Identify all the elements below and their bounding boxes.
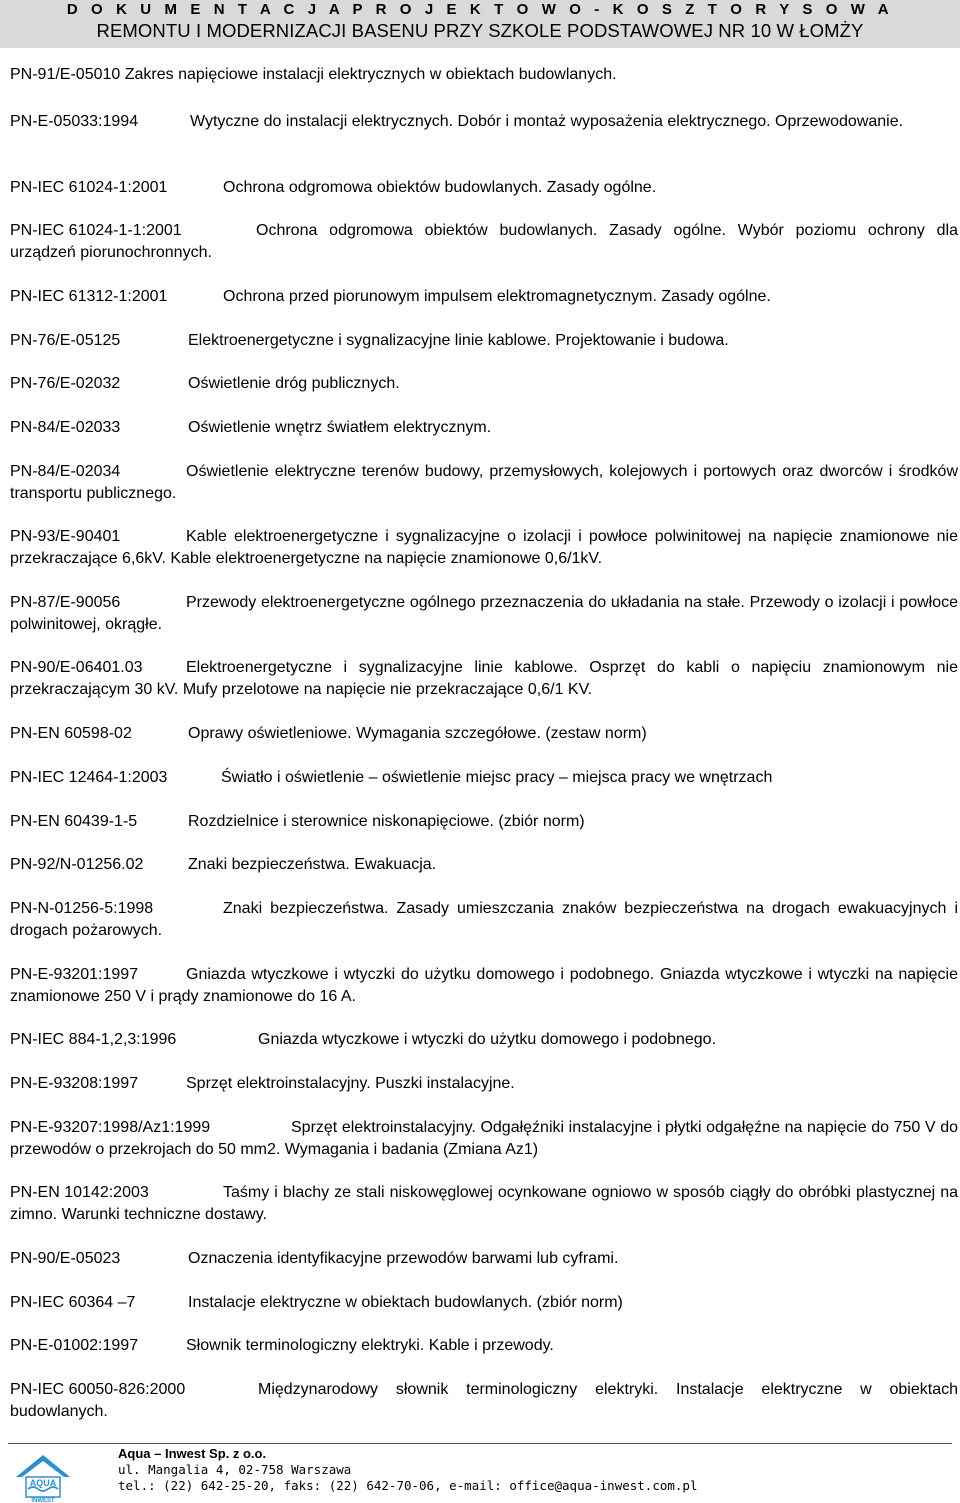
list-item: [10, 1248, 958, 1270]
standard-code: PN-E-01002:1997: [10, 1337, 139, 1354]
standard-code: PN-EN 10142:2003: [10, 1184, 149, 1201]
standard-title: Oświetlenie dróg publicznych.: [188, 375, 400, 392]
company-info: [118, 1446, 697, 1494]
standard-title: Oznaczenia identyfikacyjne przewodów barwami lub cyframi.: [188, 1250, 619, 1267]
list-item: [10, 1379, 958, 1423]
company-address: ul. Mangalia 4, 02-758 Warszawa: [118, 1462, 352, 1477]
header-doc-type: D O K U M E N T A C J A P R O J E K T O W O - K O S Z T O R Y S O W A: [66, 1, 894, 18]
list-item: [10, 767, 958, 789]
standard-title: Słownik terminologiczny elektryki. Kable i przewody.: [186, 1337, 554, 1354]
standard-code: PN-EN 60598-02: [10, 725, 132, 742]
standard-title: Kable elektroenergetyczne i sygnalizacyjne o izolacji i powłoce polwinitowej na napięcie znamionowe nie przekraczające 6,6kV. Kable elektroenergetyczne na napięcie znamionowe 0,6/1kV.: [10, 528, 958, 567]
list-item: [10, 461, 958, 505]
standard-code: PN-84/E-02034: [10, 463, 121, 480]
standard-title: Przewody elektroenergetyczne ogólnego przeznaczenia do układania na stałe. Przewody o izolacji i powłoce polwinitowej, okrągłe.: [10, 594, 958, 633]
standard-code: PN-IEC 60364 –7: [10, 1294, 136, 1311]
standard-code: PN-N-01256-5:1998: [10, 900, 154, 917]
list-item: [10, 1335, 958, 1357]
list-item: [10, 657, 958, 701]
list-item: [10, 1117, 958, 1161]
list-item: [10, 1029, 958, 1051]
aqua-inwest-logo-icon: [14, 1453, 72, 1503]
list-item: [10, 286, 958, 308]
standard-code: PN-92/N-01256.02: [10, 856, 144, 873]
standard-title: Wytyczne do instalacji elektrycznych. Dobór i montaż wyposażenia elektrycznego. Oprzewodowanie.: [190, 113, 904, 130]
list-item: [10, 373, 958, 395]
standard-title: Gniazda wtyczkowe i wtyczki do użytku domowego i podobnego. Gniazda wtyczkowe i wtyczki na napięcie znamionowe 250 V i prądy znamionowe do 16 A.: [10, 966, 958, 1005]
standard-title: Sprzęt elektroinstalacyjny. Odgałęźniki instalacyjne i płytki odgałęźne na napięcie do 750 V do przewodów o przekrojach do 50 mm2. Wymagania i badania (Zmiana Az1): [10, 1119, 958, 1158]
list-item: [10, 177, 958, 199]
list-item: [10, 111, 958, 133]
list-item: [10, 220, 958, 264]
standard-title: Elektroenergetyczne i sygnalizacyjne linie kablowe. Projektowanie i budowa.: [188, 332, 729, 349]
standard-code: PN-76/E-02032: [10, 375, 121, 392]
header-project-title: REMONTU I MODERNIZACJI BASENU PRZY SZKOLE PODSTAWOWEJ NR 10 W ŁOMŻY: [96, 20, 864, 41]
standard-code: PN-E-93207:1998/Az1:1999: [10, 1119, 211, 1136]
standard-title: Znaki bezpieczeństwa. Zasady umieszczania znaków bezpieczeństwa na drogach ewakuacyjnych i drogach pożarowych.: [10, 900, 958, 939]
standard-title: Elektroenergetyczne i sygnalizacyjne linie kablowe. Osprzęt do kabli o napięciu znamionowym nie przekraczającym 30 kV. Mufy przelotowe na napięcie nie przekraczające 0,6/1 KV.: [10, 659, 958, 698]
standard-code: PN-E-05033:1994: [10, 113, 139, 130]
list-item: [10, 723, 958, 745]
list-item: [10, 64, 958, 86]
standard-code: PN-93/E-90401: [10, 528, 121, 545]
standard-title: Sprzęt elektroinstalacyjny. Puszki instalacyjne.: [186, 1075, 515, 1092]
standard-title: Zakres napięciowe instalacji elektrycznych w obiektach budowlanych.: [124, 66, 617, 83]
standard-code: PN-IEC 884-1,2,3:1996: [10, 1031, 177, 1048]
standard-title: Oświetlenie wnętrz światłem elektrycznym.: [188, 419, 492, 436]
standard-title: Oświetlenie elektryczne terenów budowy, przemysłowych, kolejowych i portowych oraz dworców i środków transportu publicznego.: [10, 463, 958, 502]
standard-code: PN-76/E-05125: [10, 332, 121, 349]
list-item: [10, 592, 958, 636]
list-item: [10, 417, 958, 439]
footer-divider: [8, 1443, 952, 1444]
standard-title: Ochrona przed piorunowym impulsem elektromagnetycznym. Zasady ogólne.: [223, 288, 771, 305]
list-item: [10, 898, 958, 942]
standard-code: PN-IEC 60050-826:2000: [10, 1381, 186, 1398]
standard-code: PN-84/E-02033: [10, 419, 121, 436]
standard-title: Ochrona odgromowa obiektów budowlanych. Zasady ogólne.: [223, 179, 657, 196]
standard-code: PN-90/E-05023: [10, 1250, 121, 1267]
standard-title: Instalacje elektryczne w obiektach budowlanych. (zbiór norm): [188, 1294, 623, 1311]
list-item: [10, 330, 958, 352]
svg-text:INWEST: INWEST: [31, 1498, 55, 1503]
document-header: [0, 0, 960, 48]
standard-code: PN-EN 60439-1-5: [10, 813, 138, 830]
svg-text:AQUA: AQUA: [29, 1478, 57, 1488]
standard-code: PN-90/E-06401.03: [10, 659, 143, 676]
company-contact: tel.: (22) 642-25-20, faks: (22) 642-70-06, e-mail: office@aqua-inwest.com.pl: [118, 1478, 698, 1493]
company-name: Aqua – Inwest Sp. z o.o.: [118, 1446, 267, 1461]
standard-code: PN-IEC 12464-1:2003: [10, 769, 168, 786]
list-item: [10, 1182, 958, 1226]
list-item: [10, 854, 958, 876]
standard-code: PN-E-93208:1997: [10, 1075, 139, 1092]
standard-title: Znaki bezpieczeństwa. Ewakuacja.: [188, 856, 437, 873]
standard-code: PN-91/E-05010: [10, 66, 121, 83]
standard-title: Międzynarodowy słownik terminologiczny elektryki. Instalacje elektryczne w obiektach budowlanych.: [10, 1381, 958, 1420]
standard-code: PN-87/E-90056: [10, 594, 121, 611]
standard-title: Ochrona odgromowa obiektów budowlanych. Zasady ogólne. Wybór poziomu ochrony dla urządzeń piorunochronnych.: [10, 222, 958, 261]
standard-title: Gniazda wtyczkowe i wtyczki do użytku domowego i podobnego.: [258, 1031, 717, 1048]
standard-title: Światło i oświetlenie – oświetlenie miejsc pracy – miejsca pracy we wnętrzach: [221, 769, 773, 786]
list-item: [10, 811, 958, 833]
standard-title: Oprawy oświetleniowe. Wymagania szczegółowe. (zestaw norm): [188, 725, 647, 742]
standard-title: Rozdzielnice i sterownice niskonapięciowe. (zbiór norm): [188, 813, 585, 830]
standard-code: PN-IEC 61024-1:2001: [10, 179, 168, 196]
standard-title: Taśmy i blachy ze stali niskowęglowej ocynkowane ogniowo w sposób ciągły do obróbki plastycznej na zimno. Warunki techniczne dostawy.: [10, 1184, 958, 1223]
list-item: [10, 964, 958, 1008]
standard-code: PN-IEC 61312-1:2001: [10, 288, 168, 305]
standard-code: PN-IEC 61024-1-1:2001: [10, 222, 182, 239]
standard-code: PN-E-93201:1997: [10, 966, 139, 983]
list-item: [10, 1292, 958, 1314]
list-item: [10, 1073, 958, 1095]
list-item: [10, 526, 958, 570]
document-footer: [0, 1443, 960, 1503]
